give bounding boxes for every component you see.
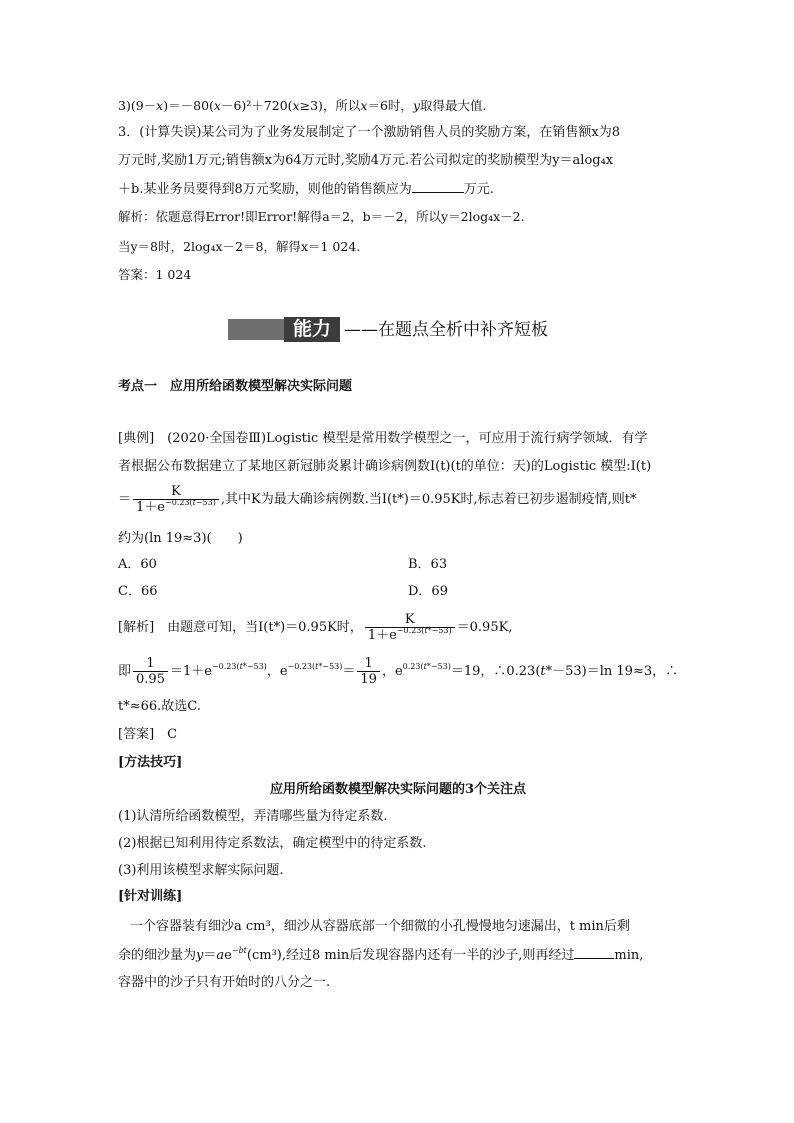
analysis-intro: [解析] 由题意可知，当I(t*)＝0.95K时，: [118, 620, 363, 635]
analysis-answer: [答案] C: [118, 727, 178, 742]
analysis-line-3: t*≈66.故选C.: [118, 699, 201, 714]
answer-blank[interactable]: [412, 180, 464, 193]
analysis-line-1: [118, 612, 512, 643]
question-3-line-2: 万元时,奖励1万元;销售额x为64万元时,奖励4万元.若公司拟定的奖励模型为y＝alog₄x: [118, 153, 614, 168]
solution-line-1: 解析：依题意得Error!即Error!解得a＝2，b＝－2，所以y＝2log₄x－2.: [118, 209, 525, 224]
option-d[interactable]: D．69: [408, 584, 448, 599]
question-3-line-1: 3．(计算失误)某公司为了业务发展制定了一个激励销售人员的奖励方案，在销售额x为8: [118, 125, 621, 140]
option-b[interactable]: B．63: [408, 557, 448, 572]
question-3-unit: 万元.: [463, 182, 494, 197]
option-a[interactable]: A．60: [118, 557, 157, 572]
answer-line: 答案：1 024: [118, 267, 192, 282]
practice-line-1: 一个容器装有细沙a cm³，细沙从容器底部一个细微的小孔慢慢地匀速漏出，t min后剩: [130, 919, 630, 934]
example-line-4: 约为(ln 19≈3)( ): [118, 531, 243, 546]
method-heading: 应用所给函数模型解决实际问题的3个关注点: [269, 782, 527, 797]
analysis-line-1-end: ＝0.95K,: [456, 620, 513, 635]
method-item-3: (3)利用该模型求解实际问题.: [118, 863, 284, 878]
question-3-text: ＋b.某业务员要得到8万元奖励，则他的销售额应为: [118, 182, 412, 197]
practice-title: [针对训练]: [118, 889, 183, 904]
example-line-2: 者根据公布数据建立了某地区新冠肺炎累计确诊病例数I(t)(t的单位：天)的Logistic 模型:I(t): [118, 459, 652, 474]
section-header-subtitle: ——在题点全析中补齐短板: [344, 320, 548, 340]
practice-answer-blank[interactable]: [574, 946, 614, 959]
analysis-fraction-denominator: $1+e^{-0.23(t*-53)}$: [367, 626, 452, 643]
analysis-fraction-numerator: K: [365, 612, 455, 628]
method-title: [方法技巧]: [118, 755, 183, 770]
method-item-1: (1)认清所给函数模型，弄清哪些量为待定系数.: [118, 809, 388, 824]
solution-continuation: 3)(9－x)＝－80(x－6)²＋720(x≥3)，所以x＝6时，y取得最大值.: [118, 98, 487, 113]
example-line-3: [118, 484, 637, 515]
example-line-3-text: ,其中K为最大确诊病例数.当I(t*)＝0.95K时,标志着已初步遏制疫情,则t*: [220, 492, 637, 507]
section-header-bar: [228, 319, 284, 340]
section-header-label: 能力: [284, 317, 340, 342]
logistic-fraction: [133, 484, 219, 515]
fraction-numerator: K: [133, 484, 219, 500]
option-c[interactable]: C．66: [118, 584, 158, 599]
practice-line-3: 容器中的沙子只有开始时的八分之一.: [118, 975, 331, 990]
analysis-line-2: 即 $\frac{1}{0.95}$ $=1+e^{-0.23(t*-53)}$，$e^{-0.23(t*-53)}=$ $\frac{1}{19}$ ，$e^{0.23(t*-53)}=19$，∴0.23(t*－53)＝ln 19≈3，∴: [118, 656, 679, 687]
equals-sign: ＝: [118, 492, 132, 507]
fraction-denominator: $1+e^{-0.23(t-53)}$: [136, 498, 216, 515]
topic-heading: 考点一 应用所给函数模型解决实际问题: [118, 379, 353, 394]
question-3-line-3: [118, 180, 494, 199]
method-item-2: (2)根据已知利用待定系数法，确定模型中的待定系数.: [118, 836, 427, 851]
analysis-fraction: [365, 612, 455, 643]
solution-line-2: 当y＝8时，2log₄x－2＝8，解得x＝1 024.: [118, 239, 361, 254]
practice-line-2: 余的细沙量为$y=ae^{-bt}(cm^3)$,经过8 min后发现容器内还有一半的沙子,则再经过 min,: [118, 946, 644, 963]
example-line-1: [典例] (2020·全国卷Ⅲ)Logistic 模型是常用数学模型之一，可应用于流行病学领域．有学: [118, 431, 648, 446]
